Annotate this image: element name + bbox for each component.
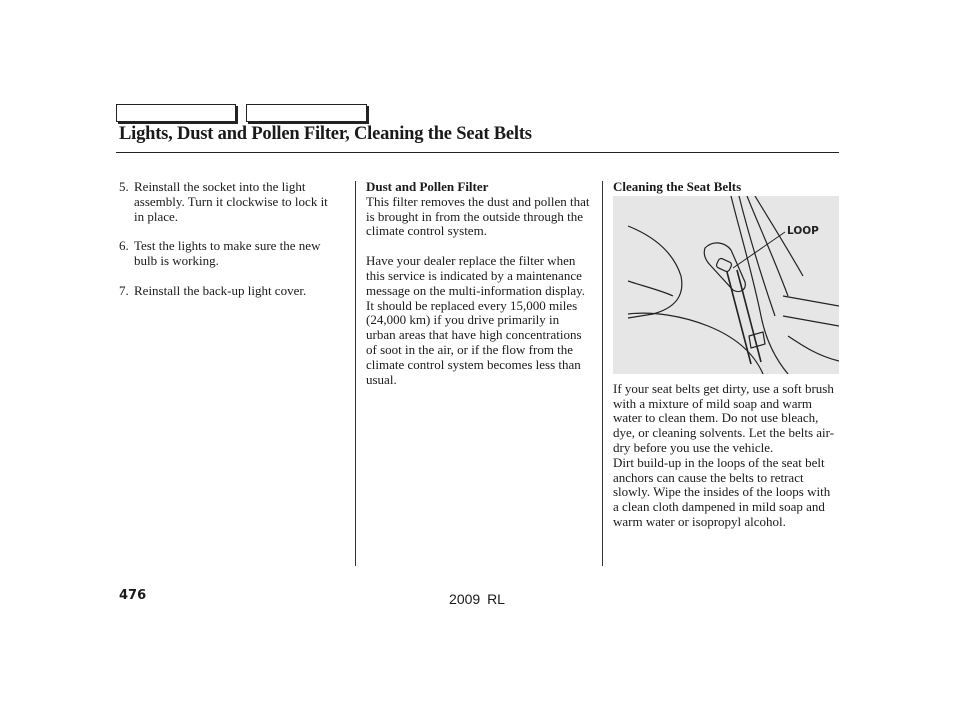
footer-model: 2009 RL [449,591,505,607]
loop-label: LOOP [787,224,819,237]
section-heading: Cleaning the Seat Belts [613,179,742,194]
column-seat-belts [613,180,839,530]
step-number: 6. [119,238,129,254]
step-text: Reinstall the back-up light cover. [134,282,307,298]
paragraph: If your seat belts get dirty, use a soft brush with a mixture of mild soap and warm water to clean them. Do not use bleach, dye, or cleaning solvents. Let the belts air-dry before you use the vehicle. [613,380,835,455]
list-item [119,239,341,269]
step-number: 7. [119,282,129,298]
page-number: 476 [119,588,147,603]
section-heading: Dust and Pollen Filter [366,179,489,194]
paragraph: Dirt build-up in the loops of the seat belt anchors can cause the belts to retract slowly. Wipe the insides of the loops with a clean cloth dampened in mild soap and warm water or isopropyl alcohol. [613,454,831,529]
step-number: 5. [119,179,129,194]
seat-belt-illustration [613,196,839,374]
column-divider [355,181,356,566]
nav-button-main-menu[interactable] [116,104,236,122]
column-divider [602,181,603,566]
seat-belt-drawing [613,196,839,374]
list-item [119,284,341,299]
paragraph: Have your dealer replace the filter when this service is indicated by a maintenance message on the multi-information display. It should be replaced every 15,000 miles (24,000 km) if you drive primarily in urban areas that have high concentrations of soot in the air, or if the flow from the climate control system becomes less than usual. [366,253,586,387]
paragraph: This filter removes the dust and pollen that is brought in from the outside through the climate control system. [366,193,590,239]
step-text: Reinstall the socket into the light assembly. Turn it clockwise to lock it in place. [134,179,328,224]
page-title: Lights, Dust and Pollen Filter, Cleaning the Seat Belts [119,124,532,144]
step-text: Test the lights to make sure the new bulb is working. [134,238,321,269]
list-item [119,180,341,224]
column-steps [119,180,341,314]
title-rule [116,152,839,153]
nav-button-table-of-contents[interactable] [246,104,367,122]
column-filter [366,180,590,387]
